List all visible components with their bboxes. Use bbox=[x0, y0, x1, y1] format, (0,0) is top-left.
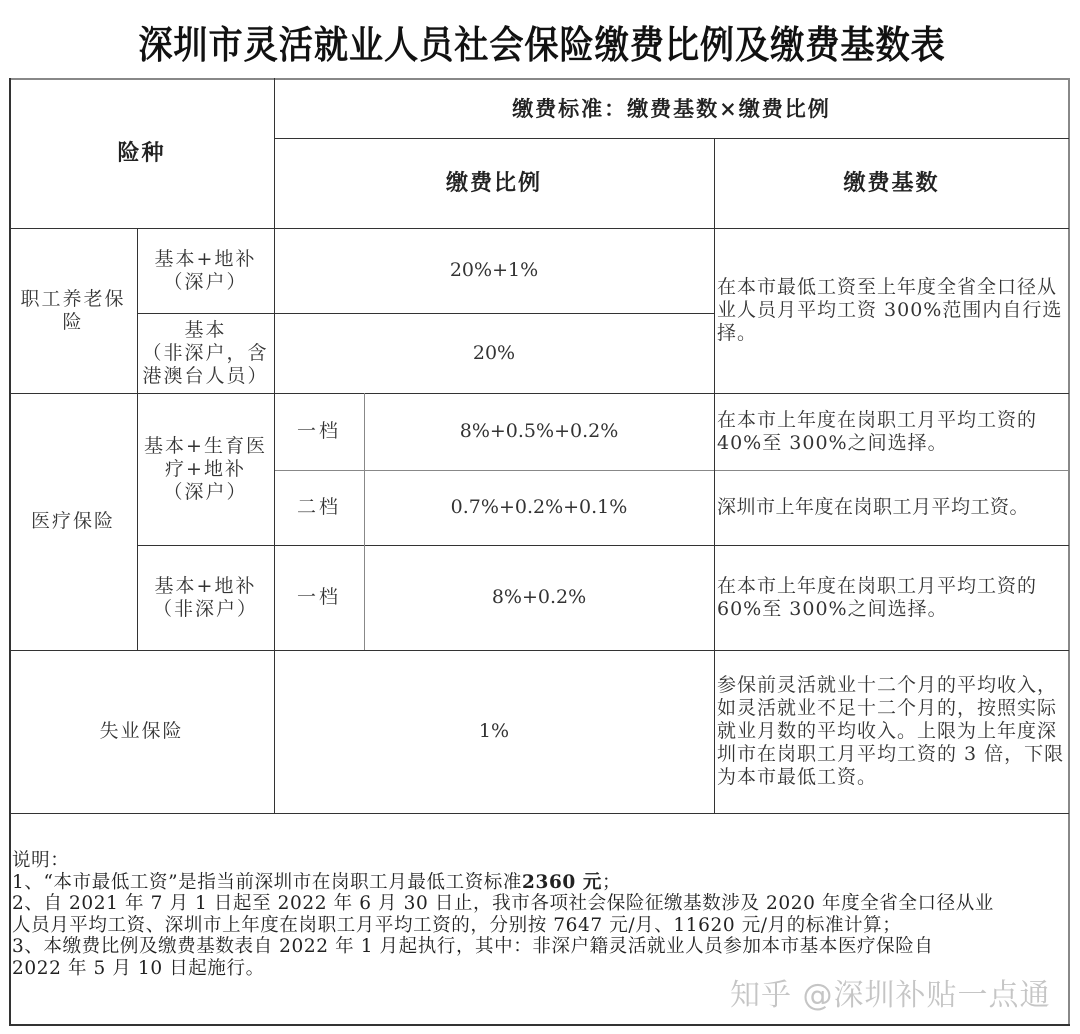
pension-rate-nonshenhu: 20% bbox=[472, 341, 516, 364]
note-3b: 2022 年 5 月 10 日起施行。 bbox=[12, 957, 265, 979]
pension-label: 职工养老保 险 bbox=[20, 287, 126, 333]
divider bbox=[9, 393, 1069, 394]
divider bbox=[364, 393, 365, 650]
divider bbox=[714, 138, 715, 813]
medical-tier-2: 二档 bbox=[296, 496, 341, 518]
notes-section bbox=[12, 850, 1068, 979]
watermark: 知乎 @深圳补贴一点通 bbox=[730, 978, 1051, 1013]
divider bbox=[9, 650, 1069, 651]
header-rate: 缴费比例 bbox=[445, 169, 542, 196]
medical-rate-tier-1: 8%+0.5%+0.2% bbox=[459, 420, 619, 442]
table-border-right bbox=[1068, 78, 1070, 1026]
divider bbox=[9, 228, 1069, 229]
medical-base-tier-2: 深圳市上年度在岗职工月平均工资。 bbox=[717, 496, 1030, 518]
note-2b: 人员月平均工资、深圳市上年度在岗职工月平均工资的，分别按 7647 元/月、11620 元/月的标准计算； bbox=[12, 914, 902, 936]
medical-nonshenhu-base: 在本市上年度在岗职工月平均工资的 60%至 300%之间选择。 bbox=[717, 574, 1038, 620]
pension-category-shenhu: 基本+地补 （深户） bbox=[154, 247, 257, 293]
unemployment-base: 参保前灵活就业十二个月的平均收入，如灵活就业不足十二个月的，按照实际就业月数的平均收入。上限为上年度深圳市在岗职工月平均工资的 3 倍，下限为本市最低工资。 bbox=[717, 674, 1065, 788]
note-1: 1、“本市最低工资”是指当前深圳市在岗职工月最低工资标准2360 元； bbox=[12, 871, 622, 893]
header-formula: 缴费标准：缴费基数×缴费比例 bbox=[512, 95, 831, 121]
divider bbox=[137, 545, 1069, 546]
medical-base-tier-1: 在本市上年度在岗职工月平均工资的 40%至 300%之间选择。 bbox=[717, 408, 1038, 454]
note-2a: 2、自 2021 年 7 月 1 日起至 2022 年 6 月 30 日止，我市各项社会保险征缴基数涉及 2020 年度全省全口径从业 bbox=[12, 893, 994, 914]
table-border-left bbox=[9, 78, 11, 1026]
divider bbox=[274, 470, 1069, 471]
medical-category-nonshenhu: 基本+地补 （非深户） bbox=[152, 574, 258, 620]
table-border-bottom bbox=[9, 1024, 1070, 1026]
pension-rate-shenhu: 20%+1% bbox=[449, 259, 539, 281]
pension-category-nonshenhu: 基本 （非深户，含 港澳台人员） bbox=[142, 318, 269, 387]
table-border-top bbox=[9, 78, 1070, 80]
unemployment-label: 失业保险 bbox=[99, 720, 184, 742]
header-insurance-type: 险种 bbox=[117, 139, 166, 166]
medical-label: 医疗保险 bbox=[30, 510, 115, 532]
divider bbox=[137, 228, 138, 650]
note-3a: 3、本缴费比例及缴费基数表自 2022 年 1 月起执行，其中：非深户籍灵活就业人员参加本市基本医疗保险自 bbox=[12, 936, 934, 957]
medical-tier-1: 一档 bbox=[296, 420, 341, 442]
divider bbox=[274, 78, 275, 813]
divider bbox=[274, 138, 1069, 139]
page-title: 深圳市灵活就业人员社会保险缴费比例及缴费基数表 bbox=[138, 23, 946, 67]
divider bbox=[137, 313, 714, 314]
medical-nonshenhu-tier-1: 一档 bbox=[296, 586, 341, 608]
medical-category-shenhu: 基本+生育医 疗+地补 （深户） bbox=[144, 434, 267, 503]
pension-base: 在本市最低工资至上年度全省全口径从业人员月平均工资 300%范围内自行选择。 bbox=[717, 276, 1063, 344]
header-base: 缴费基数 bbox=[843, 169, 940, 196]
minimum-wage-value: 2360 元 bbox=[522, 871, 603, 893]
medical-nonshenhu-rate: 8%+0.2% bbox=[491, 586, 587, 608]
divider bbox=[9, 813, 1069, 814]
notes-heading: 说明： bbox=[12, 850, 70, 871]
medical-rate-tier-2: 0.7%+0.2%+0.1% bbox=[450, 496, 628, 518]
unemployment-rate: 1% bbox=[478, 720, 510, 742]
